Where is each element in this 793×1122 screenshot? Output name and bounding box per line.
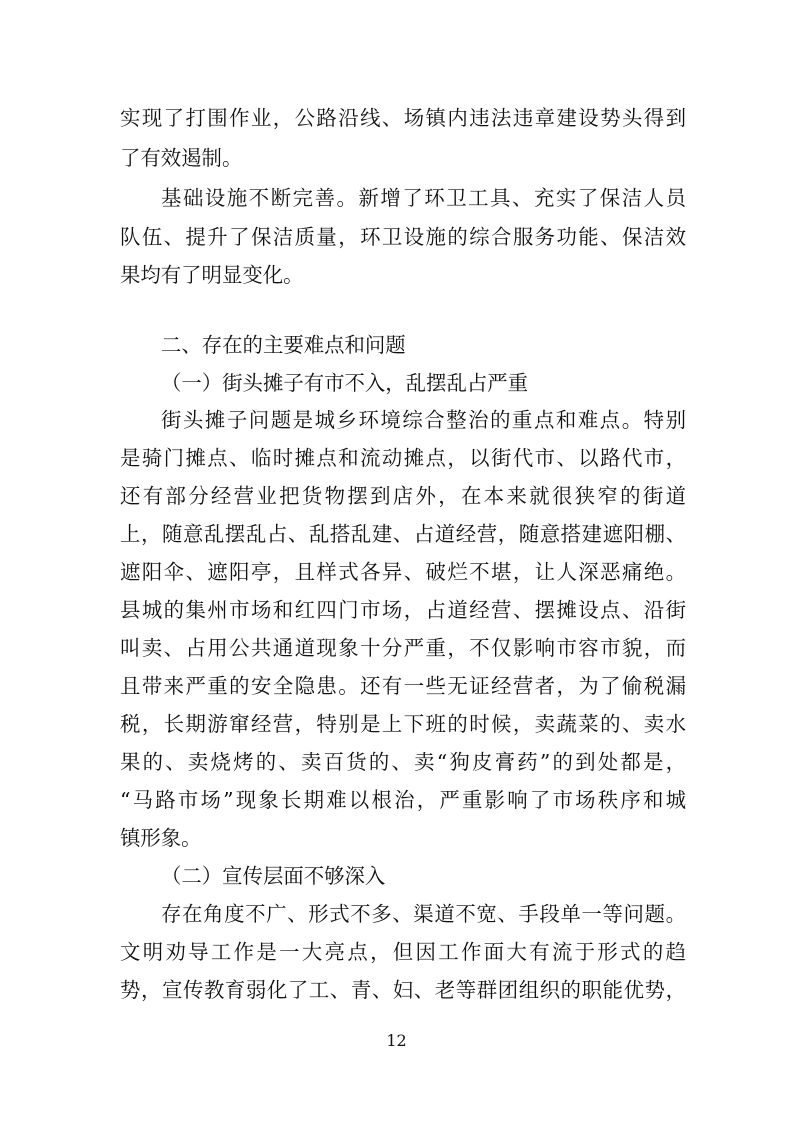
body-text-line: 叫卖、占用公共通道现象十分严重，不仅影响市容市貌，而 bbox=[120, 636, 686, 660]
body-text-line: 遮阳伞、遮阳亭，且样式各异、破烂不堪，让人深恶痛绝。 bbox=[120, 560, 686, 584]
body-text-line: 上，随意乱摆乱占、乱搭乱建、占道经营，随意搭建遮阳棚、 bbox=[120, 522, 686, 546]
body-text-line: 且带来严重的安全隐患。还有一些无证经营者，为了偷税漏 bbox=[120, 674, 686, 698]
body-text-line: 存在角度不广、形式不多、渠道不宽、手段单一等问题。 bbox=[161, 902, 686, 926]
body-text-line: 还有部分经营业把货物摆到店外，在本来就很狭窄的街道 bbox=[120, 484, 686, 508]
body-text-line: 县城的集州市场和红四门市场，占道经营、摆摊设点、沿街 bbox=[120, 598, 686, 622]
body-text-line: 队伍、提升了保洁质量，环卫设施的综合服务功能、保洁效 bbox=[120, 225, 686, 249]
paragraph-heading-line: 基础设施不断完善。新增了环卫工具、充实了保洁人员 bbox=[161, 186, 686, 210]
body-text-line: “马路市场”现象长期难以根治，严重影响了市场秩序和城 bbox=[120, 788, 686, 812]
body-text-line: 街头摊子问题是城乡环境综合整治的重点和难点。特别 bbox=[161, 408, 686, 432]
body-text-line: 了有效遏制。 bbox=[120, 146, 243, 170]
body-text-line: 果均有了明显变化。 bbox=[120, 263, 304, 287]
body-text-line: 实现了打围作业，公路沿线、场镇内违法违章建设势头得到 bbox=[120, 106, 686, 130]
body-text-line: 镇形象。 bbox=[120, 826, 202, 850]
body-text-line: 果的、卖烧烤的、卖百货的、卖“狗皮膏药”的到处都是， bbox=[120, 750, 686, 774]
body-text-line: 是骑门摊点、临时摊点和流动摊点，以街代市、以路代市， bbox=[120, 446, 686, 470]
body-text-line: 税，长期游窜经营，特别是上下班的时候，卖蔬菜的、卖水 bbox=[120, 712, 686, 736]
subsection-heading: （一）街头摊子有市不入，乱摆乱占严重 bbox=[161, 371, 529, 395]
body-text-line: 文明劝导工作是一大亮点，但因工作面大有流于形式的趋 bbox=[120, 940, 686, 964]
subsection-heading: （二）宣传层面不够深入 bbox=[161, 864, 386, 888]
page-number: 12 bbox=[386, 1031, 407, 1050]
body-text-line: 势，宣传教育弱化了工、青、妇、老等群团组织的职能优势， bbox=[120, 978, 686, 1002]
section-heading: 二、存在的主要难点和问题 bbox=[161, 333, 406, 357]
